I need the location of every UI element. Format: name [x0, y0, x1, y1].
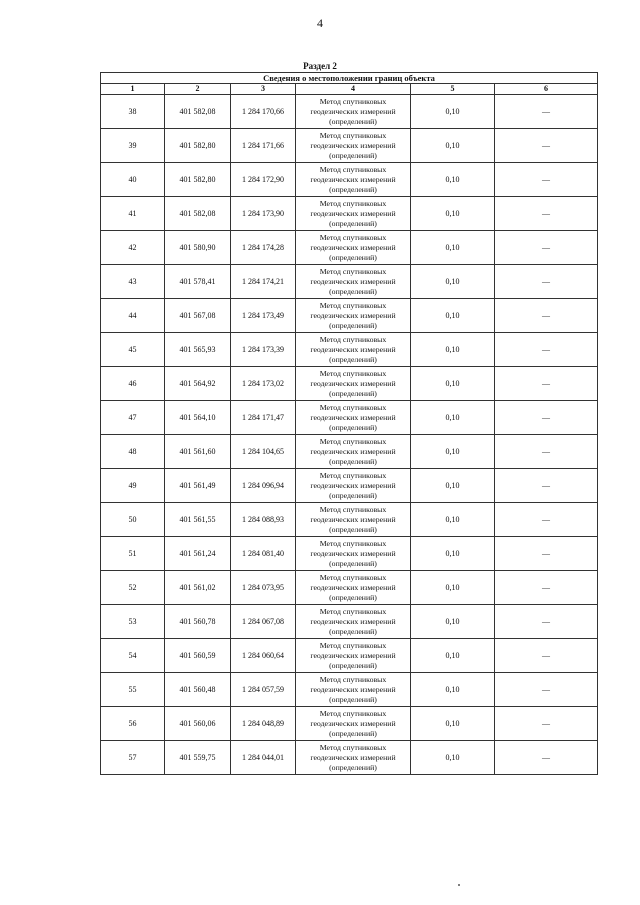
x-coordinate-cell: 401 560,48: [165, 673, 231, 707]
x-coordinate-cell: 401 560,06: [165, 707, 231, 741]
point-number-cell: 57: [101, 741, 165, 775]
x-coordinate-cell: 401 582,08: [165, 95, 231, 129]
accuracy-cell: 0,10: [411, 605, 495, 639]
table-row: [101, 95, 598, 129]
point-number-cell: 52: [101, 571, 165, 605]
table-row: [101, 469, 598, 503]
y-coordinate-cell: 1 284 104,65: [231, 435, 296, 469]
table-body: [101, 95, 598, 775]
table-row: [101, 333, 598, 367]
scan-speck: [458, 884, 460, 886]
note-cell: —: [495, 741, 598, 775]
y-coordinate-cell: 1 284 088,93: [231, 503, 296, 537]
point-number-cell: 46: [101, 367, 165, 401]
method-cell: Метод спутниковых геодезических измерений (определений): [296, 231, 411, 265]
x-coordinate-cell: 401 565,93: [165, 333, 231, 367]
accuracy-cell: 0,10: [411, 367, 495, 401]
y-coordinate-cell: 1 284 057,59: [231, 673, 296, 707]
x-coordinate-cell: 401 582,80: [165, 129, 231, 163]
accuracy-cell: 0,10: [411, 129, 495, 163]
accuracy-cell: 0,10: [411, 435, 495, 469]
point-number-cell: 49: [101, 469, 165, 503]
accuracy-cell: 0,10: [411, 333, 495, 367]
y-coordinate-cell: 1 284 173,49: [231, 299, 296, 333]
column-header: 6: [495, 84, 598, 95]
method-cell: Метод спутниковых геодезических измерений (определений): [296, 639, 411, 673]
point-number-cell: 41: [101, 197, 165, 231]
y-coordinate-cell: 1 284 096,94: [231, 469, 296, 503]
accuracy-cell: 0,10: [411, 469, 495, 503]
table-row: [101, 571, 598, 605]
point-number-cell: 38: [101, 95, 165, 129]
table-row: [101, 197, 598, 231]
x-coordinate-cell: 401 564,10: [165, 401, 231, 435]
method-cell: Метод спутниковых геодезических измерений (определений): [296, 367, 411, 401]
method-cell: Метод спутниковых геодезических измерений (определений): [296, 435, 411, 469]
accuracy-cell: 0,10: [411, 299, 495, 333]
table-row: [101, 299, 598, 333]
x-coordinate-cell: 401 578,41: [165, 265, 231, 299]
table-row: [101, 741, 598, 775]
note-cell: —: [495, 707, 598, 741]
note-cell: —: [495, 333, 598, 367]
accuracy-cell: 0,10: [411, 741, 495, 775]
method-cell: Метод спутниковых геодезических измерений (определений): [296, 469, 411, 503]
table-row: [101, 639, 598, 673]
method-cell: Метод спутниковых геодезических измерений (определений): [296, 571, 411, 605]
y-coordinate-cell: 1 284 048,89: [231, 707, 296, 741]
x-coordinate-cell: 401 567,08: [165, 299, 231, 333]
y-coordinate-cell: 1 284 170,66: [231, 95, 296, 129]
accuracy-cell: 0,10: [411, 95, 495, 129]
table-row: [101, 707, 598, 741]
table-row: [101, 163, 598, 197]
y-coordinate-cell: 1 284 081,40: [231, 537, 296, 571]
note-cell: —: [495, 469, 598, 503]
method-cell: Метод спутниковых геодезических измерений (определений): [296, 197, 411, 231]
method-cell: Метод спутниковых геодезических измерений (определений): [296, 605, 411, 639]
method-cell: Метод спутниковых геодезических измерений (определений): [296, 673, 411, 707]
note-cell: —: [495, 503, 598, 537]
table-row: [101, 401, 598, 435]
column-header: 5: [411, 84, 495, 95]
column-header: 1: [101, 84, 165, 95]
note-cell: —: [495, 197, 598, 231]
y-coordinate-cell: 1 284 173,39: [231, 333, 296, 367]
y-coordinate-cell: 1 284 060,64: [231, 639, 296, 673]
method-cell: Метод спутниковых геодезических измерений (определений): [296, 503, 411, 537]
table-row: [101, 129, 598, 163]
section-title: Раздел 2: [303, 61, 337, 71]
method-cell: Метод спутниковых геодезических измерений (определений): [296, 741, 411, 775]
point-number-cell: 48: [101, 435, 165, 469]
table-title-row: [101, 73, 598, 84]
boundary-table: [100, 72, 598, 775]
accuracy-cell: 0,10: [411, 707, 495, 741]
note-cell: —: [495, 95, 598, 129]
y-coordinate-cell: 1 284 073,95: [231, 571, 296, 605]
column-header: 2: [165, 84, 231, 95]
x-coordinate-cell: 401 561,24: [165, 537, 231, 571]
page-number: 4: [317, 16, 323, 30]
accuracy-cell: 0,10: [411, 265, 495, 299]
x-coordinate-cell: 401 560,59: [165, 639, 231, 673]
y-coordinate-cell: 1 284 173,02: [231, 367, 296, 401]
point-number-cell: 43: [101, 265, 165, 299]
method-cell: Метод спутниковых геодезических измерений (определений): [296, 163, 411, 197]
y-coordinate-cell: 1 284 172,90: [231, 163, 296, 197]
table-header-row: [101, 84, 598, 95]
y-coordinate-cell: 1 284 173,90: [231, 197, 296, 231]
method-cell: Метод спутниковых геодезических измерений (определений): [296, 265, 411, 299]
x-coordinate-cell: 401 564,92: [165, 367, 231, 401]
accuracy-cell: 0,10: [411, 231, 495, 265]
note-cell: —: [495, 231, 598, 265]
table-title: Сведения о местоположении границ объекта: [101, 73, 598, 84]
point-number-cell: 55: [101, 673, 165, 707]
table-row: [101, 537, 598, 571]
accuracy-cell: 0,10: [411, 673, 495, 707]
method-cell: Метод спутниковых геодезических измерений (определений): [296, 333, 411, 367]
accuracy-cell: 0,10: [411, 571, 495, 605]
note-cell: —: [495, 537, 598, 571]
method-cell: Метод спутниковых геодезических измерений (определений): [296, 95, 411, 129]
point-number-cell: 47: [101, 401, 165, 435]
point-number-cell: 42: [101, 231, 165, 265]
note-cell: —: [495, 367, 598, 401]
point-number-cell: 44: [101, 299, 165, 333]
x-coordinate-cell: 401 560,78: [165, 605, 231, 639]
note-cell: —: [495, 605, 598, 639]
table-row: [101, 435, 598, 469]
accuracy-cell: 0,10: [411, 163, 495, 197]
point-number-cell: 53: [101, 605, 165, 639]
x-coordinate-cell: 401 559,75: [165, 741, 231, 775]
note-cell: —: [495, 639, 598, 673]
note-cell: —: [495, 435, 598, 469]
x-coordinate-cell: 401 561,60: [165, 435, 231, 469]
table-row: [101, 605, 598, 639]
y-coordinate-cell: 1 284 174,28: [231, 231, 296, 265]
point-number-cell: 40: [101, 163, 165, 197]
method-cell: Метод спутниковых геодезических измерений (определений): [296, 537, 411, 571]
x-coordinate-cell: 401 561,55: [165, 503, 231, 537]
point-number-cell: 51: [101, 537, 165, 571]
x-coordinate-cell: 401 561,49: [165, 469, 231, 503]
y-coordinate-cell: 1 284 174,21: [231, 265, 296, 299]
column-header: 3: [231, 84, 296, 95]
accuracy-cell: 0,10: [411, 537, 495, 571]
x-coordinate-cell: 401 580,90: [165, 231, 231, 265]
table-row: [101, 673, 598, 707]
note-cell: —: [495, 265, 598, 299]
column-header: 4: [296, 84, 411, 95]
x-coordinate-cell: 401 582,08: [165, 197, 231, 231]
y-coordinate-cell: 1 284 171,66: [231, 129, 296, 163]
note-cell: —: [495, 299, 598, 333]
method-cell: Метод спутниковых геодезических измерений (определений): [296, 299, 411, 333]
point-number-cell: 54: [101, 639, 165, 673]
table-row: [101, 367, 598, 401]
method-cell: Метод спутниковых геодезических измерений (определений): [296, 707, 411, 741]
point-number-cell: 56: [101, 707, 165, 741]
table-row: [101, 265, 598, 299]
method-cell: Метод спутниковых геодезических измерений (определений): [296, 129, 411, 163]
x-coordinate-cell: 401 561,02: [165, 571, 231, 605]
accuracy-cell: 0,10: [411, 503, 495, 537]
point-number-cell: 45: [101, 333, 165, 367]
point-number-cell: 39: [101, 129, 165, 163]
note-cell: —: [495, 163, 598, 197]
accuracy-cell: 0,10: [411, 401, 495, 435]
method-cell: Метод спутниковых геодезических измерений (определений): [296, 401, 411, 435]
table-row: [101, 231, 598, 265]
point-number-cell: 50: [101, 503, 165, 537]
note-cell: —: [495, 571, 598, 605]
note-cell: —: [495, 673, 598, 707]
x-coordinate-cell: 401 582,80: [165, 163, 231, 197]
y-coordinate-cell: 1 284 044,01: [231, 741, 296, 775]
accuracy-cell: 0,10: [411, 639, 495, 673]
accuracy-cell: 0,10: [411, 197, 495, 231]
table-row: [101, 503, 598, 537]
note-cell: —: [495, 401, 598, 435]
note-cell: —: [495, 129, 598, 163]
y-coordinate-cell: 1 284 171,47: [231, 401, 296, 435]
y-coordinate-cell: 1 284 067,08: [231, 605, 296, 639]
